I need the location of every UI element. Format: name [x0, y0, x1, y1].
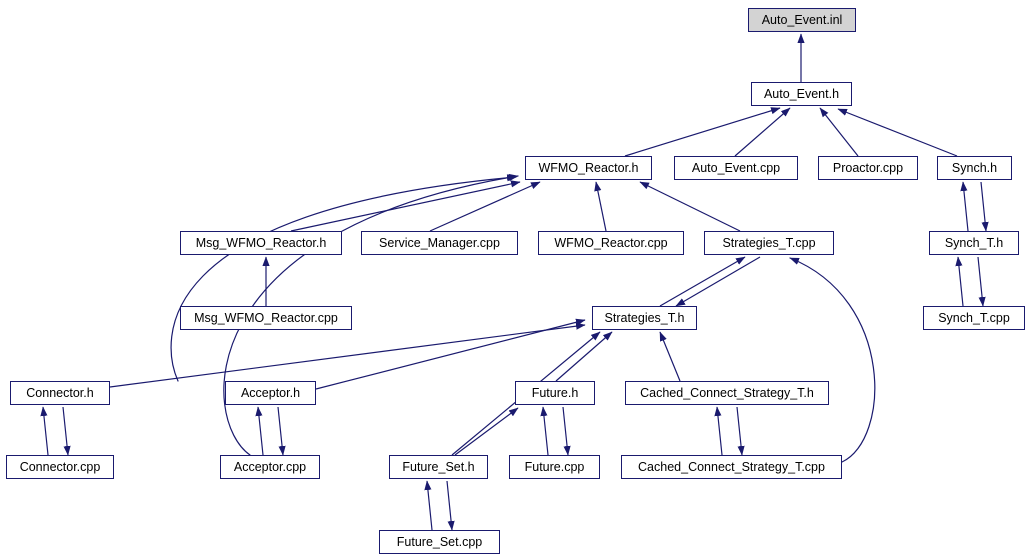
graph-node-label: Msg_WFMO_Reactor.h [195, 235, 327, 250]
graph-node-acceptor_h[interactable] [225, 381, 316, 405]
graph-node-label: WFMO_Reactor.h [538, 160, 639, 175]
graph-node-cached_cs_t_cpp[interactable] [621, 455, 842, 479]
graph-node-cached_cs_t_h[interactable] [625, 381, 829, 405]
graph-node-label: Auto_Event.h [763, 86, 840, 101]
graph-node-future_set_cpp[interactable] [379, 530, 500, 554]
graph-node-wfmo_reactor_cpp[interactable] [538, 231, 684, 255]
graph-node-strategies_t_cpp[interactable] [704, 231, 834, 255]
graph-node-strategies_t_h[interactable] [592, 306, 697, 330]
graph-node-label: Service_Manager.cpp [379, 235, 500, 250]
graph-node-label: Synch_T.h [944, 235, 1004, 250]
graph-node-service_mgr_cpp[interactable] [361, 231, 518, 255]
graph-node-label: Acceptor.cpp [233, 459, 307, 474]
graph-node-synch_h[interactable] [937, 156, 1012, 180]
graph-node-auto_event_cpp[interactable] [674, 156, 798, 180]
graph-node-label: WFMO_Reactor.cpp [554, 235, 668, 250]
graph-node-label: Future.cpp [524, 459, 585, 474]
graph-node-label: Proactor.cpp [832, 160, 904, 175]
graph-node-connector_cpp[interactable] [6, 455, 114, 479]
graph-node-acceptor_cpp[interactable] [220, 455, 320, 479]
graph-node-label: Connector.cpp [19, 459, 101, 474]
graph-node-label: Auto_Event.cpp [691, 160, 781, 175]
graph-node-synch_t_h[interactable] [929, 231, 1019, 255]
graph-node-label: Strategies_T.h [604, 310, 685, 325]
graph-node-label: Synch_T.cpp [938, 310, 1010, 325]
graph-node-auto_event_h[interactable] [751, 82, 852, 106]
graph-node-label: Future_Set.cpp [396, 534, 483, 549]
graph-node-future_set_h[interactable] [389, 455, 488, 479]
graph-node-label: Synch.h [951, 160, 998, 175]
graph-node-proactor_cpp[interactable] [818, 156, 918, 180]
graph-node-connector_h[interactable] [10, 381, 110, 405]
graph-node-label: Auto_Event.inl [761, 12, 843, 27]
graph-node-msg_wfmo_cpp[interactable] [180, 306, 352, 330]
graph-node-label: Strategies_T.cpp [722, 235, 816, 250]
graph-node-label: Acceptor.h [240, 385, 301, 400]
graph-node-wfmo_reactor_h[interactable] [525, 156, 652, 180]
graph-node-label: Cached_Connect_Strategy_T.h [640, 385, 814, 400]
graph-node-label: Cached_Connect_Strategy_T.cpp [638, 459, 825, 474]
graph-node-label: Msg_WFMO_Reactor.cpp [194, 310, 338, 325]
graph-node-auto_event_inl[interactable] [748, 8, 856, 32]
graph-node-label: Future_Set.h [402, 459, 475, 474]
graph-node-future_h[interactable] [515, 381, 595, 405]
graph-node-msg_wfmo_h[interactable] [180, 231, 342, 255]
graph-node-future_cpp[interactable] [509, 455, 600, 479]
graph-node-label: Connector.h [26, 385, 94, 400]
graph-node-synch_t_cpp[interactable] [923, 306, 1025, 330]
graph-node-label: Future.h [531, 385, 579, 400]
